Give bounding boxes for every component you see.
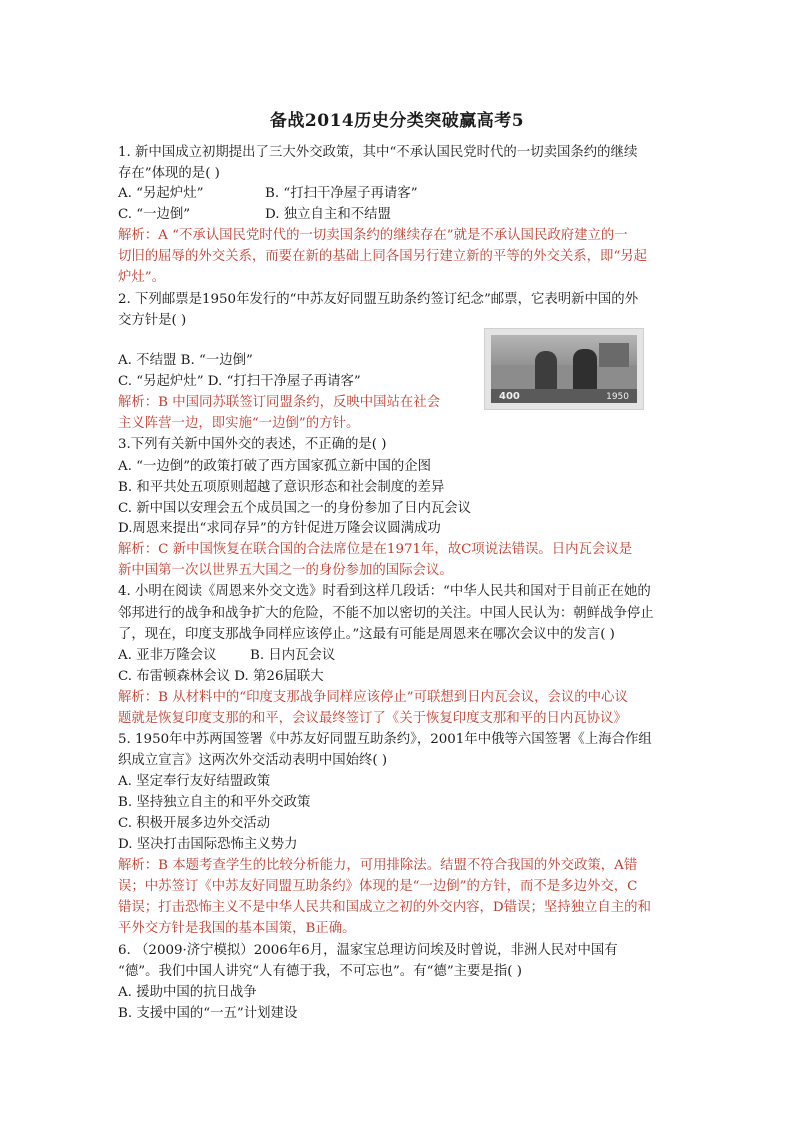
line-text: “德”。我们中国人讲究“人有德于我，不可忘也”。有“德”主要是指( ): [118, 964, 522, 979]
option-line: [118, 183, 418, 204]
line-text: 2. 下列邮票是1950年发行的“中苏友好同盟互助条约签订纪念”邮票，它表明新中国的外: [118, 292, 639, 307]
answer-line: [118, 267, 165, 288]
line-text: 6. （2009·济宁模拟）2006年6月，温家宝总理访问埃及时曾说，非洲人民对中国有: [118, 943, 618, 958]
line-text: A. 坚定奉行友好结盟政策: [118, 774, 271, 789]
line-text: 解析：A “不承认国民党时代的一切卖国条约的继续存在”就是不承认国民政府建立的一: [118, 228, 628, 243]
line-text: 3.下列有关新中国外交的表述，不正确的是( ): [118, 437, 387, 452]
question-line: [118, 498, 471, 519]
question-line: [118, 961, 522, 982]
answer-line: [118, 687, 628, 708]
answer-line: [118, 413, 359, 434]
line-text: A. “另起炉灶”: [118, 186, 204, 201]
question-line: [118, 813, 270, 834]
line-text: A. “一边倒”的政策打破了西方国家孤立新中国的企图: [118, 459, 432, 474]
question-line: [118, 456, 431, 477]
line-text: A. 亚非万隆会议: [118, 648, 217, 663]
question-line: [118, 581, 651, 602]
question-line: [118, 289, 638, 310]
line-text: 解析：B 从材料中的“印度支那战争同样应该停止”可联想到日内瓦会议，会议的中心议: [118, 690, 628, 705]
line-text: C. 积极开展多边外交活动: [118, 816, 271, 831]
answer-line: [118, 539, 632, 560]
line-text-second: D. 独立自主和不结盟: [265, 207, 391, 222]
line-text: 误；中苏签订《中苏友好同盟互助条约》体现的是“一边倒”的方针，而不是多边外交，C: [118, 879, 638, 894]
stamp-year: 1950: [606, 392, 629, 402]
answer-line: [118, 560, 453, 581]
line-text: C. “一边倒”: [118, 207, 191, 222]
line-text: 解析：B 中国同苏联签订同盟条约，反映中国站在社会: [118, 395, 441, 410]
answer-line: [118, 225, 628, 246]
option-line: [118, 204, 391, 225]
line-text: A. 不结盟 B. “一边倒”: [118, 353, 253, 368]
line-text-second: B. “打扫干净屋子再请客”: [265, 186, 418, 201]
answer-line: [118, 392, 440, 413]
question-line: [118, 310, 186, 331]
question-line: [118, 603, 654, 624]
line-text: A. 援助中国的抗日战争: [118, 985, 257, 1000]
question-line: [118, 771, 270, 792]
line-text: 解析：B 本题考查学生的比较分析能力，可用排除法。结盟不符合我国的外交政策，A错: [118, 858, 638, 873]
line-text: 4. 小明在阅读《周恩来外交文选》时看到这样几段话：“中华人民共和国对于目前正在她的: [118, 584, 651, 599]
line-text: C. 布雷顿森林会议 D. 第26届联大: [118, 669, 324, 684]
question-line: [118, 142, 637, 163]
answer-line: [118, 897, 651, 918]
line-text: 织成立宣言》这两次外交活动表明中国始终( ): [118, 753, 388, 768]
line-text: C. “另起炉灶” D. “打扫干净屋子再请客”: [118, 374, 361, 389]
question-line: [118, 1003, 297, 1024]
line-text: D.周恩来提出“求同存异”的方针促进万隆会议圆满成功: [118, 521, 441, 536]
answer-line: [118, 876, 637, 897]
line-text: 题就是恢复印度支那的和平，会议最终签订了《关于恢复印度支那和平的日内瓦协议》: [118, 711, 627, 726]
question-line: [118, 940, 618, 961]
line-text: 炉灶”。: [118, 270, 166, 285]
question-line: [118, 624, 615, 645]
line-text: D. 坚决打击国际恐怖主义势力: [118, 837, 298, 852]
question-line: [118, 666, 324, 687]
line-text: 新中国第一次以世界五大国之一的身份参加的国际会议。: [118, 563, 453, 578]
question-line: [118, 163, 220, 184]
line-text: 主义阵营一边，即实施“一边倒”的方针。: [118, 416, 360, 431]
stamp-value: 400: [499, 391, 520, 402]
line-text: C. 新中国以安理会五个成员国之一的身份参加了日内瓦会议: [118, 501, 472, 516]
line-text: 存在”体现的是( ): [118, 166, 220, 181]
line-text: 错误；打击恐怖主义不是中华人民共和国成立之初的外交内容，D错误；坚持独立自主的和: [118, 900, 651, 915]
stamp-picture: [491, 335, 637, 403]
line-text: 交方针是( ): [118, 313, 187, 328]
line-text-second: B. 日内瓦会议: [250, 648, 336, 663]
line-text: 解析：C 新中国恢复在联合国的合法席位是在1971年，故C项说法错误。日内瓦会议是: [118, 542, 633, 557]
line-text: B. 坚持独立自主的和平外交政策: [118, 795, 311, 810]
question-line: [118, 982, 257, 1003]
question-line: [118, 729, 652, 750]
stamp-flag: [599, 343, 629, 367]
line-text: 邻邦进行的战争和战争扩大的危险，不能不加以密切的关注。中国人民认为：朝鲜战争停止: [118, 606, 654, 621]
stamp-image: [484, 328, 644, 410]
line-text: 了，现在，印度支那战争同样应该停止。”这最有可能是周恩来在哪次会议中的发言( ): [118, 627, 615, 642]
question-line: [118, 518, 441, 539]
line-text: 切旧的屈辱的外交关系，而要在新的基础上同各国另行建立新的平等的外交关系，即“另起: [118, 249, 648, 264]
answer-line: [118, 918, 355, 939]
question-line: [118, 371, 361, 392]
line-text: B. 和平共处五项原则超越了意识形态和社会制度的差异: [118, 480, 445, 495]
question-line: [118, 792, 310, 813]
question-line: [118, 434, 387, 455]
page-title: 备战2014历史分类突破赢高考5: [269, 111, 525, 131]
option-line: [118, 645, 336, 666]
question-line: [118, 477, 444, 498]
line-text: 1. 新中国成立初期提出了三大外交政策，其中“不承认国民党时代的一切卖国条约的继续: [118, 145, 638, 160]
answer-line: [118, 708, 627, 729]
line-text: 5. 1950年中苏两国签署《中苏友好同盟互助条约》，2001年中俄等六国签署《上海合作组: [118, 732, 652, 747]
line-text: B. 支援中国的“一五”计划建设: [118, 1006, 298, 1021]
question-line: [118, 750, 387, 771]
line-text: 平外交方针是我国的基本国策，B正确。: [118, 921, 356, 936]
answer-line: [118, 246, 647, 267]
question-line: [118, 834, 297, 855]
answer-line: [118, 855, 637, 876]
question-line: [118, 350, 253, 371]
